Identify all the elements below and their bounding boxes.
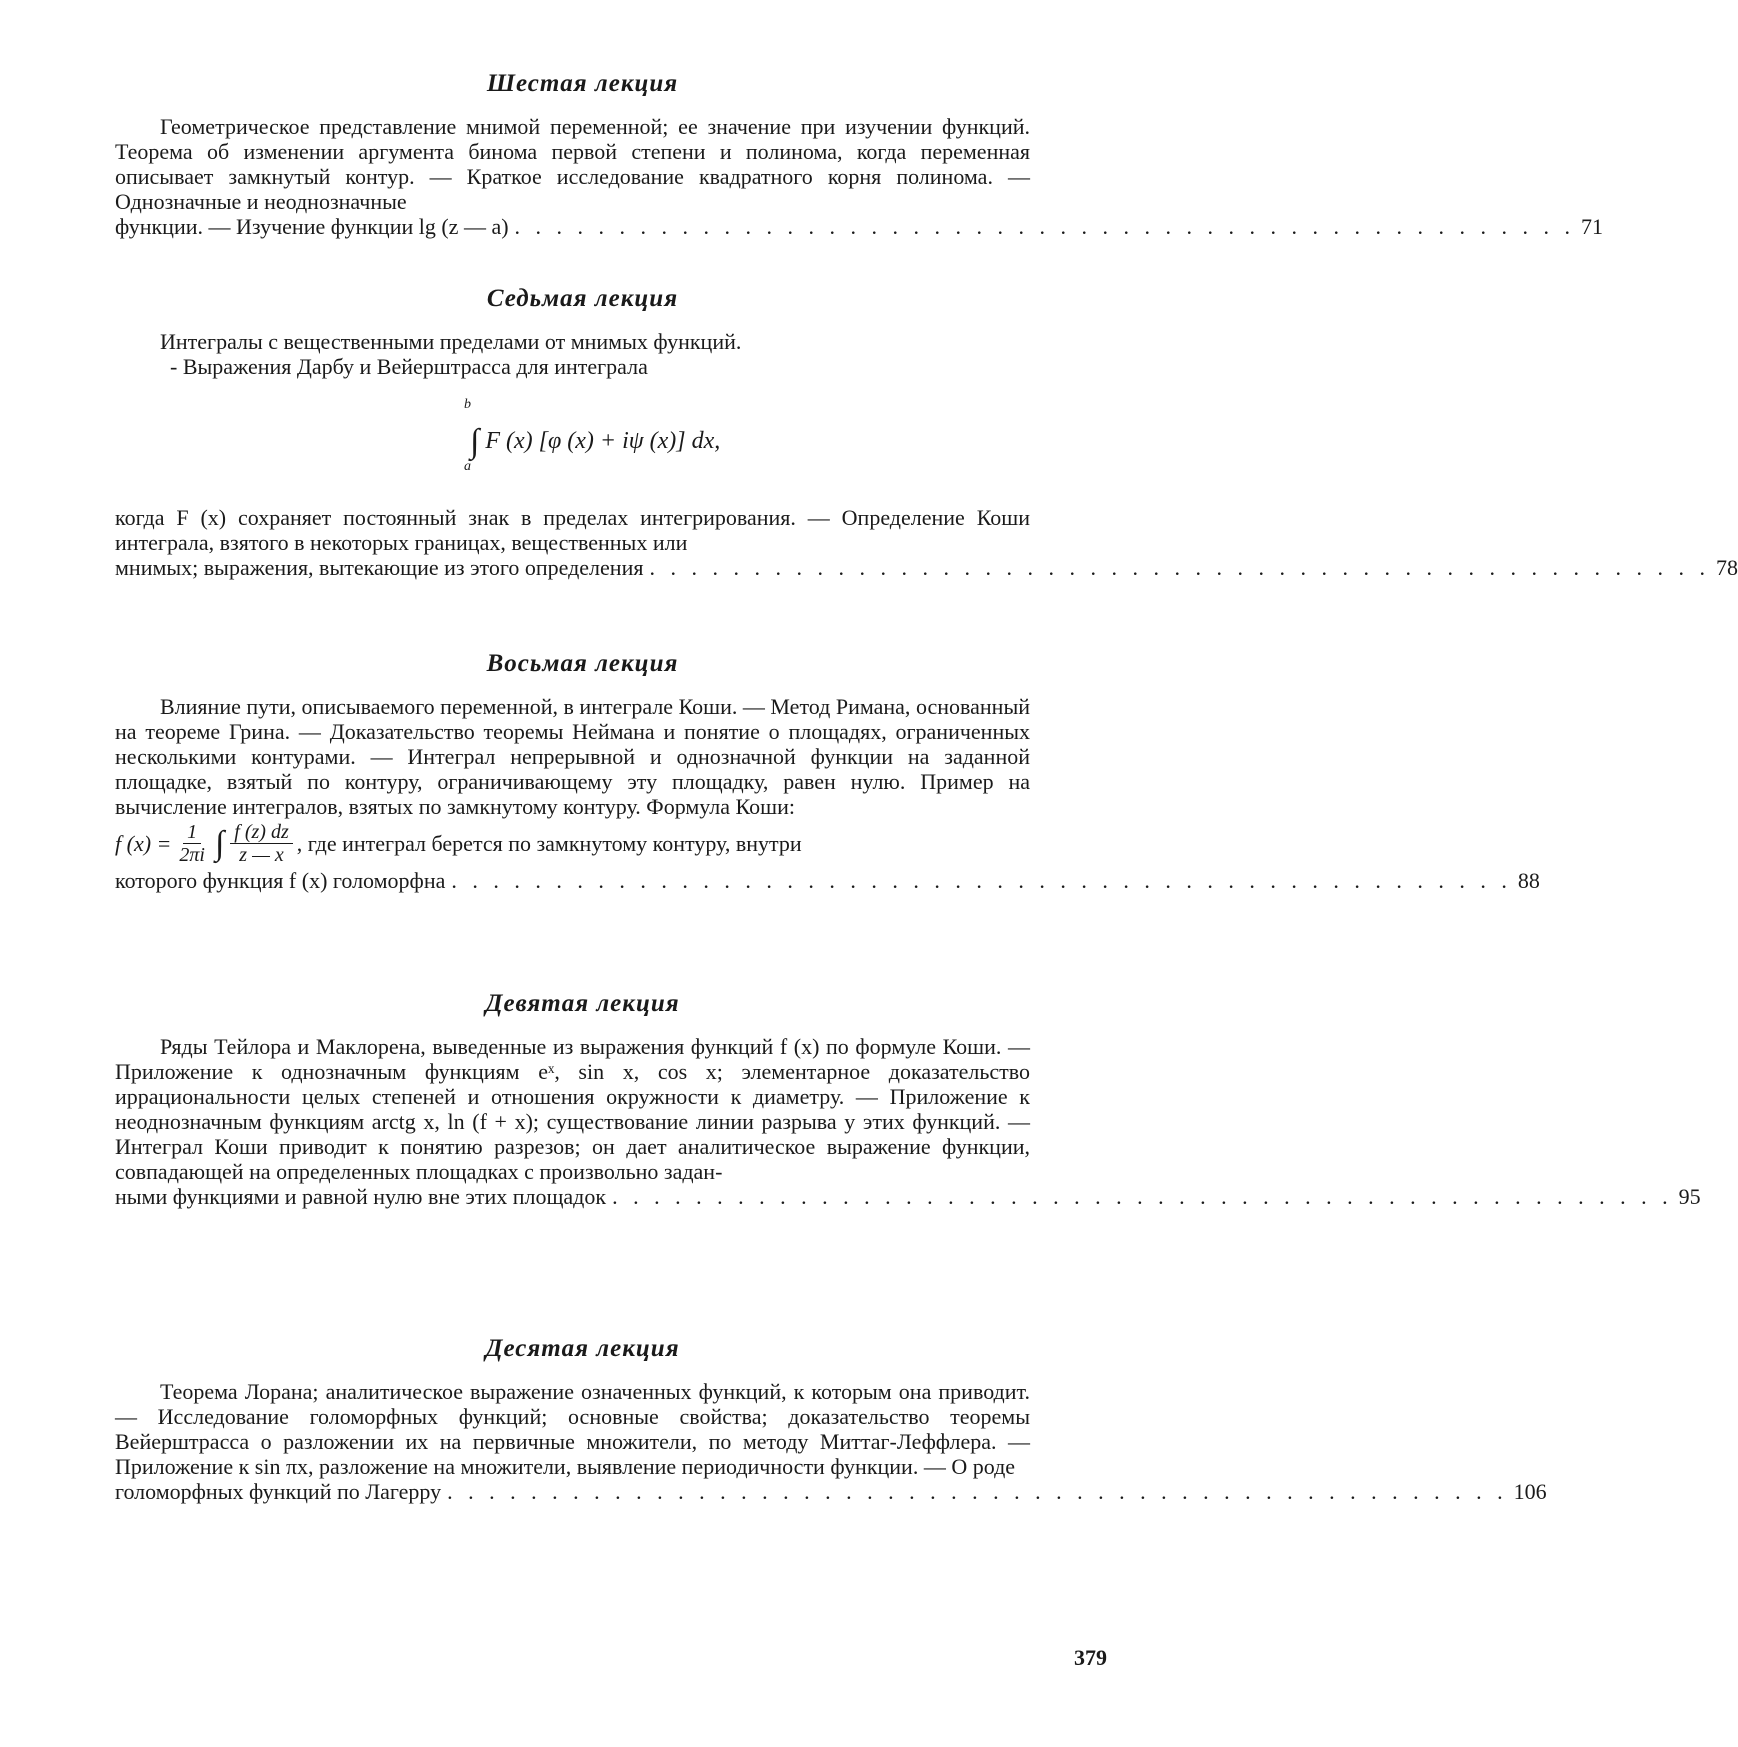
lecture-title: Девятая лекция [115,990,1030,1018]
lecture-title: Шестая лекция [115,70,1030,98]
lecture-6 [115,70,1030,239]
lecture-8 [115,650,1030,893]
toc-entry-line [115,555,1070,580]
page-ref: 106 [1514,1479,1547,1504]
fraction: 1 2πi [175,821,209,866]
lecture-title: Восьмая лекция [115,650,1030,678]
fraction: f (z) dz z — x [230,821,292,866]
cauchy-formula [115,821,1030,866]
lecture-summary: Ряды Тейлора и Маклорена, выведенные из выражения функций f (x) по формуле Коши. — Приложение к однозначным функциям eˣ, sin x, cos x; элементарное доказательство иррациональности целых степеней и отношения окружности к диаметру. — Приложение к неоднозначным функциям arctg x, ln (f + x); существование линии разрыва у этих функций. — Интеграл Коши приводит к понятию разрезов; он дает аналитическое выражение функции, совпадающей на определенных площадках с произвольно задан- [115,1034,1030,1184]
formula-tail: , где интеграл берется по замкнутому контуру, внутри [297,831,802,856]
toc-entry-text: мнимых; выражения, вытекающие из этого определения [115,555,643,580]
leader-dots: . . . . . . . . . . . . . . . . . . . . . . . . . . . . . . . . . . . . . . . . . . . . . . . . . . . [447,1479,1508,1504]
toc-entry-line [115,1479,1070,1504]
lecture-title: Десятая лекция [115,1335,1030,1363]
toc-entry-line [115,214,1070,239]
toc-entry-text: функции. — Изучение функции lg (z — a) [115,214,509,239]
integral-expression: F (x) [φ (x) + iψ (x)] dx, [485,428,720,454]
integral-lower-limit: a [464,459,471,475]
lecture-title: Седьмая лекция [115,285,1030,313]
lecture-7 [115,285,1030,580]
toc-entry-line [115,1184,1070,1209]
leader-dots: . . . . . . . . . . . . . . . . . . . . . . . . . . . . . . . . . . . . . . . . . . . . . . . . . . . [612,1184,1673,1209]
lecture-summary: Геометрическое представление мнимой переменной; ее значение при изучении функций. Теорема об изменении аргумента бинома первой степени и полинома, когда переменная описывает замкнутый контур. — Краткое исследование квадратного корня полинома. — Однозначные и неоднозначные [115,114,1030,214]
page-ref: 88 [1518,868,1540,893]
lecture-9 [115,990,1030,1209]
lecture-summary: Теорема Лорана; аналитическое выражение означенных функций, к которым она приводит. — Исследование голоморфных функций; основные свойства; доказательство теоремы Вейерштрасса о разложении их на первичные множители, по методу Миттаг-Леффлера. — Приложение к sin πx, разложение на множители, выявление периодичности функции. — О роде [115,1379,1030,1479]
lecture-10 [115,1335,1030,1504]
integral-sign: ∫ [215,831,224,856]
integral-sign: ∫ [470,423,479,460]
lecture-summary: Влияние пути, описываемого переменной, в интеграле Коши. — Метод Римана, основанный на теореме Грина. — Доказательство теоремы Неймана и понятие о площадях, ограниченных несколькими контурами. — Интеграл непрерывной и однозначной функции на заданной площадке, взятый по контуру, ограничивающему эту площадку, равен нулю. Пример на вычисление интегралов, взятых по замкнутому контуру. Формула Коши: [115,694,1030,819]
lecture-summary-line: Интегралы с вещественными пределами от мнимых функций. [115,329,1030,354]
toc-entry-text: которого функция f (x) голоморфна [115,868,445,893]
integral-upper-limit: b [464,397,471,413]
page-number: 379 [1074,1645,1107,1671]
integral-formula [115,409,1030,469]
leader-dots: . . . . . . . . . . . . . . . . . . . . . . . . . . . . . . . . . . . . . . . . . . . . . . . . . . . [451,868,1512,893]
toc-entry-text: голоморфных функций по Лагерру [115,1479,441,1504]
page-ref: 95 [1679,1184,1701,1209]
toc-entry-line [115,868,1070,893]
leader-dots: . . . . . . . . . . . . . . . . . . . . . . . . . . . . . . . . . . . . . . . . . . . . . . . . . . . [515,214,1576,239]
leader-dots: . . . . . . . . . . . . . . . . . . . . . . . . . . . . . . . . . . . . . . . . . . . . . . . . . . . [649,555,1710,580]
formula-lhs: f (x) = [115,831,171,856]
lecture-summary-line: - Выражения Дарбу и Вейерштрасса для интеграла [115,354,1030,379]
page-ref: 71 [1581,214,1603,239]
toc-entry-text: ными функциями и равной нулю вне этих площадок [115,1184,606,1209]
page-ref: 78 [1716,555,1738,580]
document-page [0,0,1200,1747]
lecture-summary: когда F (x) сохраняет постоянный знак в пределах интегрирования. — Определение Коши интеграла, взятого в некоторых границах, вещественных или [115,505,1030,555]
